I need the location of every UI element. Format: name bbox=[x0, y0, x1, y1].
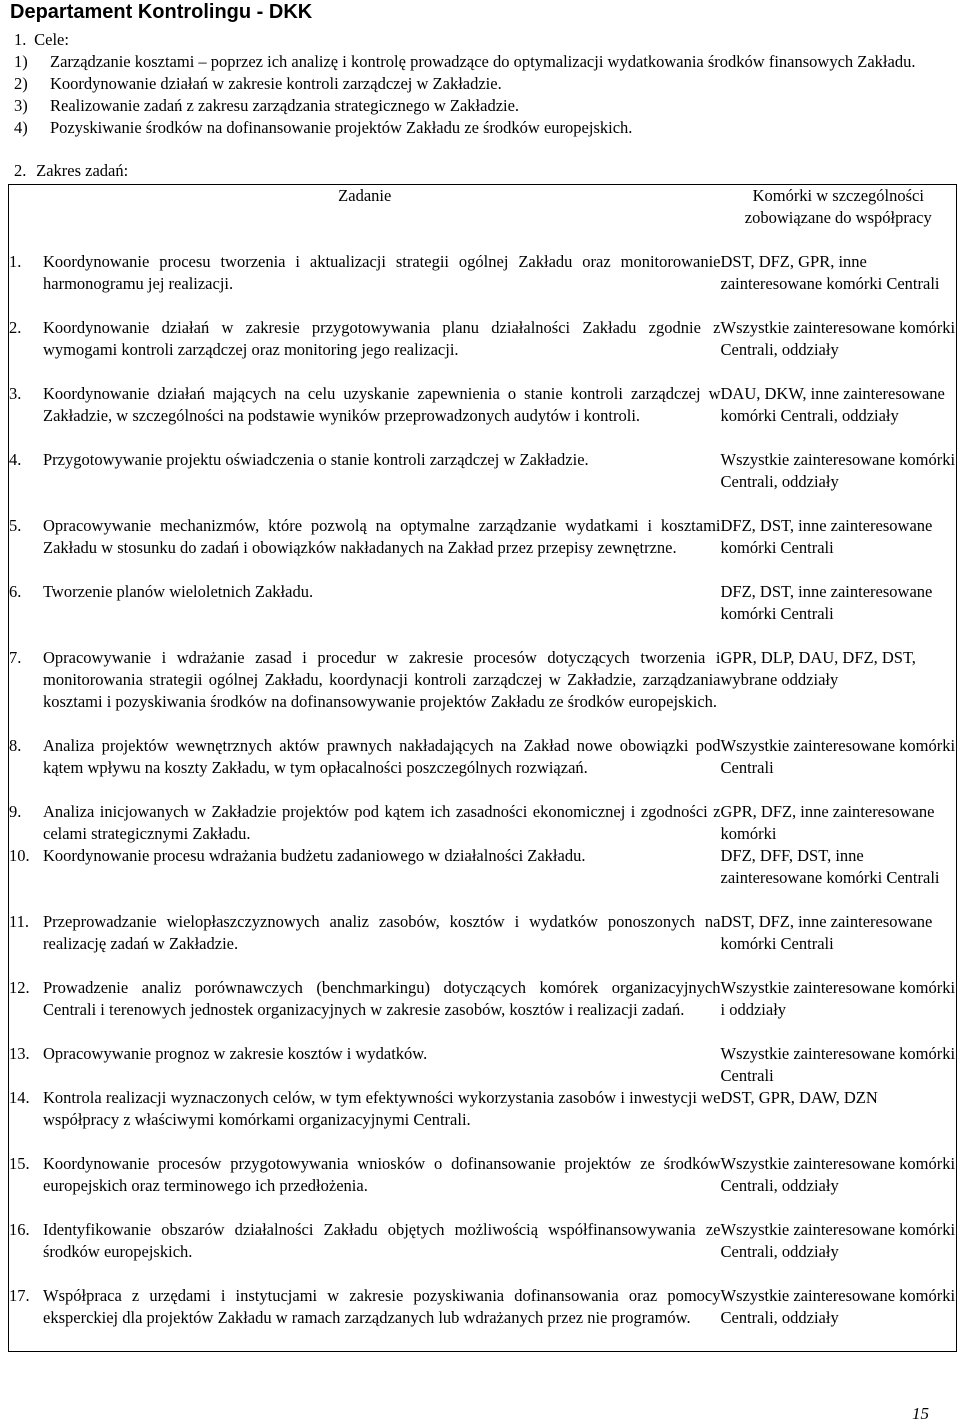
task-number: 9. bbox=[9, 802, 22, 821]
cooperating-units-cell: DST, GPR, DAW, DZN bbox=[720, 1088, 878, 1107]
table-row bbox=[9, 383, 957, 449]
task-text: Koordynowanie procesu wdrażania budżetu zadaniowego w działalności Zakładu. bbox=[43, 846, 586, 865]
table-row bbox=[9, 581, 957, 647]
task-cell bbox=[9, 977, 721, 1043]
goal-item bbox=[14, 117, 946, 139]
table-row bbox=[9, 1043, 957, 1087]
task-number: 3. bbox=[9, 384, 22, 403]
task-number: 6. bbox=[9, 582, 22, 601]
task-wrap bbox=[9, 515, 721, 559]
cooperating-units-cell: Wszystkie zainteresowane komórki Centrali, oddziały bbox=[720, 1154, 956, 1195]
task-wrap bbox=[9, 317, 721, 361]
task-number: 5. bbox=[9, 516, 22, 535]
task-number: 11. bbox=[9, 912, 30, 931]
task-wrap bbox=[9, 581, 721, 603]
cooperating-units-cell: Wszystkie zainteresowane komórki Centrali, oddziały bbox=[720, 450, 956, 491]
goal-item bbox=[14, 95, 946, 117]
task-text: Koordynowanie procesów przygotowywania wniosków o dofinansowanie projektów ze środków europejskich oraz terminowego ich przedłożenia. bbox=[43, 1154, 721, 1195]
task-cell bbox=[9, 515, 721, 581]
table-body bbox=[9, 251, 957, 1351]
task-number: 4. bbox=[9, 450, 22, 469]
task-wrap bbox=[9, 1087, 721, 1131]
table-header-row bbox=[9, 185, 957, 252]
task-cell bbox=[9, 1285, 721, 1351]
goal-text: Pozyskiwanie środków na dofinansowanie projektów Zakładu ze środków europejskich. bbox=[50, 118, 633, 137]
table-row bbox=[9, 1153, 957, 1219]
goal-number: 1) bbox=[14, 52, 28, 71]
table-row bbox=[9, 801, 957, 845]
task-text: Analiza projektów wewnętrznych aktów prawnych nakładających na Zakład nowe obowiązki pod kątem wpływu na koszty Zakładu, w tym opłacalności poszczególnych rozwiązań. bbox=[43, 736, 721, 777]
task-number: 13. bbox=[9, 1044, 30, 1063]
task-number: 1. bbox=[9, 252, 22, 271]
task-text: Opracowywanie i wdrażanie zasad i procedur w zakresie procesów dotyczących tworzenia i monitorowania strategii ogólnej Zakładu, koordynacji kontroli zarządczej w Zakładzie, zarządzania kosztami i pozyskiwania środków na dofinansowywanie projektów Zakładu ze środków europejskich. bbox=[43, 648, 721, 711]
table-row bbox=[9, 515, 957, 581]
task-wrap bbox=[9, 911, 721, 955]
task-cell bbox=[9, 317, 721, 383]
task-cell bbox=[9, 845, 721, 911]
cooperating-units-cell: DFZ, DST, inne zainteresowane komórki Centrali bbox=[720, 582, 933, 623]
cooperating-units-cell: GPR, DFZ, inne zainteresowane komórki bbox=[720, 802, 935, 843]
task-text: Identyfikowanie obszarów działalności Zakładu objętych możliwością współfinansowywania ze środków europejskich. bbox=[43, 1220, 721, 1261]
table-row bbox=[9, 845, 957, 911]
document-title: Departament Kontrolingu - DKK bbox=[10, 1, 313, 23]
task-number: 17. bbox=[9, 1286, 30, 1305]
section-scope-heading bbox=[14, 160, 128, 182]
cooperating-units-cell: Wszystkie zainteresowane komórki Centrali, oddziały bbox=[720, 1220, 956, 1261]
task-cell bbox=[9, 449, 721, 515]
section-heading: Cele: bbox=[34, 30, 69, 49]
cooperating-units-cell: DFZ, DFF, DST, inne zainteresowane komórki Centrali bbox=[720, 846, 940, 887]
task-number: 7. bbox=[9, 648, 22, 667]
task-wrap bbox=[9, 251, 721, 295]
task-text: Analiza inicjowanych w Zakładzie projektów pod kątem ich zasadności ekonomicznej i zgodności z celami strategicznymi Zakładu. bbox=[43, 802, 721, 843]
task-cell bbox=[9, 383, 721, 449]
task-wrap bbox=[9, 383, 721, 427]
cooperating-units-cell: Wszystkie zainteresowane komórki Centrali bbox=[720, 1044, 956, 1085]
task-cell bbox=[9, 911, 721, 977]
task-wrap bbox=[9, 1219, 721, 1263]
task-wrap bbox=[9, 647, 721, 713]
task-number: 10. bbox=[9, 846, 30, 865]
goal-item bbox=[14, 51, 946, 73]
task-wrap bbox=[9, 801, 721, 845]
task-cell bbox=[9, 1153, 721, 1219]
task-number: 15. bbox=[9, 1154, 30, 1173]
task-cell bbox=[9, 801, 721, 845]
goal-text: Realizowanie zadań z zakresu zarządzania strategicznego w Zakładzie. bbox=[50, 96, 520, 115]
task-number: 8. bbox=[9, 736, 22, 755]
goal-number: 2) bbox=[14, 74, 28, 93]
task-text: Opracowywanie mechanizmów, które pozwolą na optymalne zarządzanie wydatkami i kosztami Zakładu w stosunku do zadań i obowiązków nakładanych na Zakład przez przepisy zewnętrzne. bbox=[43, 516, 721, 557]
task-cell bbox=[9, 735, 721, 801]
task-cell bbox=[9, 581, 721, 647]
cooperating-units-cell: DFZ, DST, inne zainteresowane komórki Centrali bbox=[720, 516, 933, 557]
cooperating-units-cell: Wszystkie zainteresowane komórki Centrali, oddziały bbox=[720, 1286, 956, 1327]
task-text: Kontrola realizacji wyznaczonych celów, w tym efektywności wykorzystania zasobów i inwestycji we współpracy z właściwymi komórkami organizacyjnymi Centrali. bbox=[43, 1088, 721, 1129]
task-text: Współpraca z urzędami i instytucjami w zakresie pozyskiwania dofinansowania oraz pomocy eksperckiej dla projektów Zakładu w ramach zarządzanych lub wdrażanych przez nie programów. bbox=[43, 1286, 721, 1327]
task-cell bbox=[9, 1043, 721, 1087]
task-wrap bbox=[9, 1285, 721, 1329]
task-text: Koordynowanie procesu tworzenia i aktualizacji strategii ogólnej Zakładu oraz monitorowanie harmonogramu jej realizacji. bbox=[43, 252, 721, 293]
table-row bbox=[9, 735, 957, 801]
goal-number: 4) bbox=[14, 118, 28, 137]
task-wrap bbox=[9, 1043, 721, 1065]
goal-text: Koordynowanie działań w zakresie kontroli zarządczej w Zakładzie. bbox=[50, 74, 502, 93]
table-row bbox=[9, 911, 957, 977]
section-number: 1. bbox=[14, 30, 27, 49]
cooperating-units-cell: Wszystkie zainteresowane komórki Centrali bbox=[720, 736, 956, 777]
table-row bbox=[9, 1285, 957, 1351]
cooperating-units-cell: Wszystkie zainteresowane komórki i oddziały bbox=[720, 978, 956, 1019]
cooperating-units-cell: Wszystkie zainteresowane komórki Centrali, oddziały bbox=[720, 318, 956, 359]
section-goals-heading bbox=[14, 29, 946, 51]
task-wrap bbox=[9, 977, 721, 1021]
goal-text: Zarządzanie kosztami – poprzez ich analizę i kontrolę prowadzące do optymalizacji wydatkowania środków finansowych Zakładu. bbox=[50, 52, 916, 71]
task-wrap bbox=[9, 735, 721, 779]
table-row bbox=[9, 647, 957, 735]
page-number: 15 bbox=[912, 1404, 929, 1423]
goals-list bbox=[14, 51, 946, 139]
table-row bbox=[9, 1087, 957, 1153]
header-task: Zadanie bbox=[338, 186, 392, 205]
cooperating-units-cell: DAU, DKW, inne zainteresowane komórki Centrali, oddziały bbox=[720, 384, 945, 425]
header-cells: Komórki w szczególności zobowiązane do współpracy bbox=[744, 186, 932, 227]
task-number: 14. bbox=[9, 1088, 30, 1107]
tasks-table bbox=[8, 184, 957, 1352]
task-text: Tworzenie planów wieloletnich Zakładu. bbox=[43, 582, 314, 601]
table-row bbox=[9, 977, 957, 1043]
table-row bbox=[9, 317, 957, 383]
section-heading: Zakres zadań: bbox=[36, 161, 129, 180]
goal-item bbox=[14, 73, 946, 95]
cooperating-units-cell: GPR, DLP, DAU, DFZ, DST, wybrane oddziały bbox=[720, 648, 916, 689]
task-number: 12. bbox=[9, 978, 30, 997]
task-wrap bbox=[9, 449, 721, 471]
task-text: Koordynowanie działań mających na celu uzyskanie zapewnienia o stanie kontroli zarządczej w Zakładzie, w szczególności na podstawie wyników przeprowadzonych audytów i kontroli. bbox=[43, 384, 721, 425]
cooperating-units-cell: DST, DFZ, inne zainteresowane komórki Centrali bbox=[720, 912, 933, 953]
task-text: Prowadzenie analiz porównawczych (benchmarkingu) dotyczących komórek organizacyjnych Centrali i terenowych jednostek organizacyjnych w zakresie zasobów, kosztów i realizacji zadań. bbox=[43, 978, 721, 1019]
table-row bbox=[9, 251, 957, 317]
task-text: Koordynowanie działań w zakresie przygotowywania planu działalności Zakładu zgodnie z wymogami kontroli zarządczej oraz monitoring jego realizacji. bbox=[43, 318, 721, 359]
task-cell bbox=[9, 1219, 721, 1285]
section-goals bbox=[14, 29, 946, 139]
table-row bbox=[9, 1219, 957, 1285]
task-text: Przygotowywanie projektu oświadczenia o stanie kontroli zarządczej w Zakładzie. bbox=[43, 450, 589, 469]
task-cell bbox=[9, 251, 721, 317]
task-text: Opracowywanie prognoz w zakresie kosztów i wydatków. bbox=[43, 1044, 428, 1063]
task-wrap bbox=[9, 845, 721, 867]
section-number: 2. bbox=[14, 161, 27, 180]
goal-number: 3) bbox=[14, 96, 28, 115]
task-text: Przeprowadzanie wielopłaszczyznowych analiz zasobów, kosztów i wydatków ponoszonych na realizację zadań w Zakładzie. bbox=[43, 912, 721, 953]
task-cell bbox=[9, 1087, 721, 1153]
task-wrap bbox=[9, 1153, 721, 1197]
task-number: 2. bbox=[9, 318, 22, 337]
table-row bbox=[9, 449, 957, 515]
task-cell bbox=[9, 647, 721, 735]
cooperating-units-cell: DST, DFZ, GPR, inne zainteresowane komórki Centrali bbox=[720, 252, 940, 293]
task-number: 16. bbox=[9, 1220, 30, 1239]
